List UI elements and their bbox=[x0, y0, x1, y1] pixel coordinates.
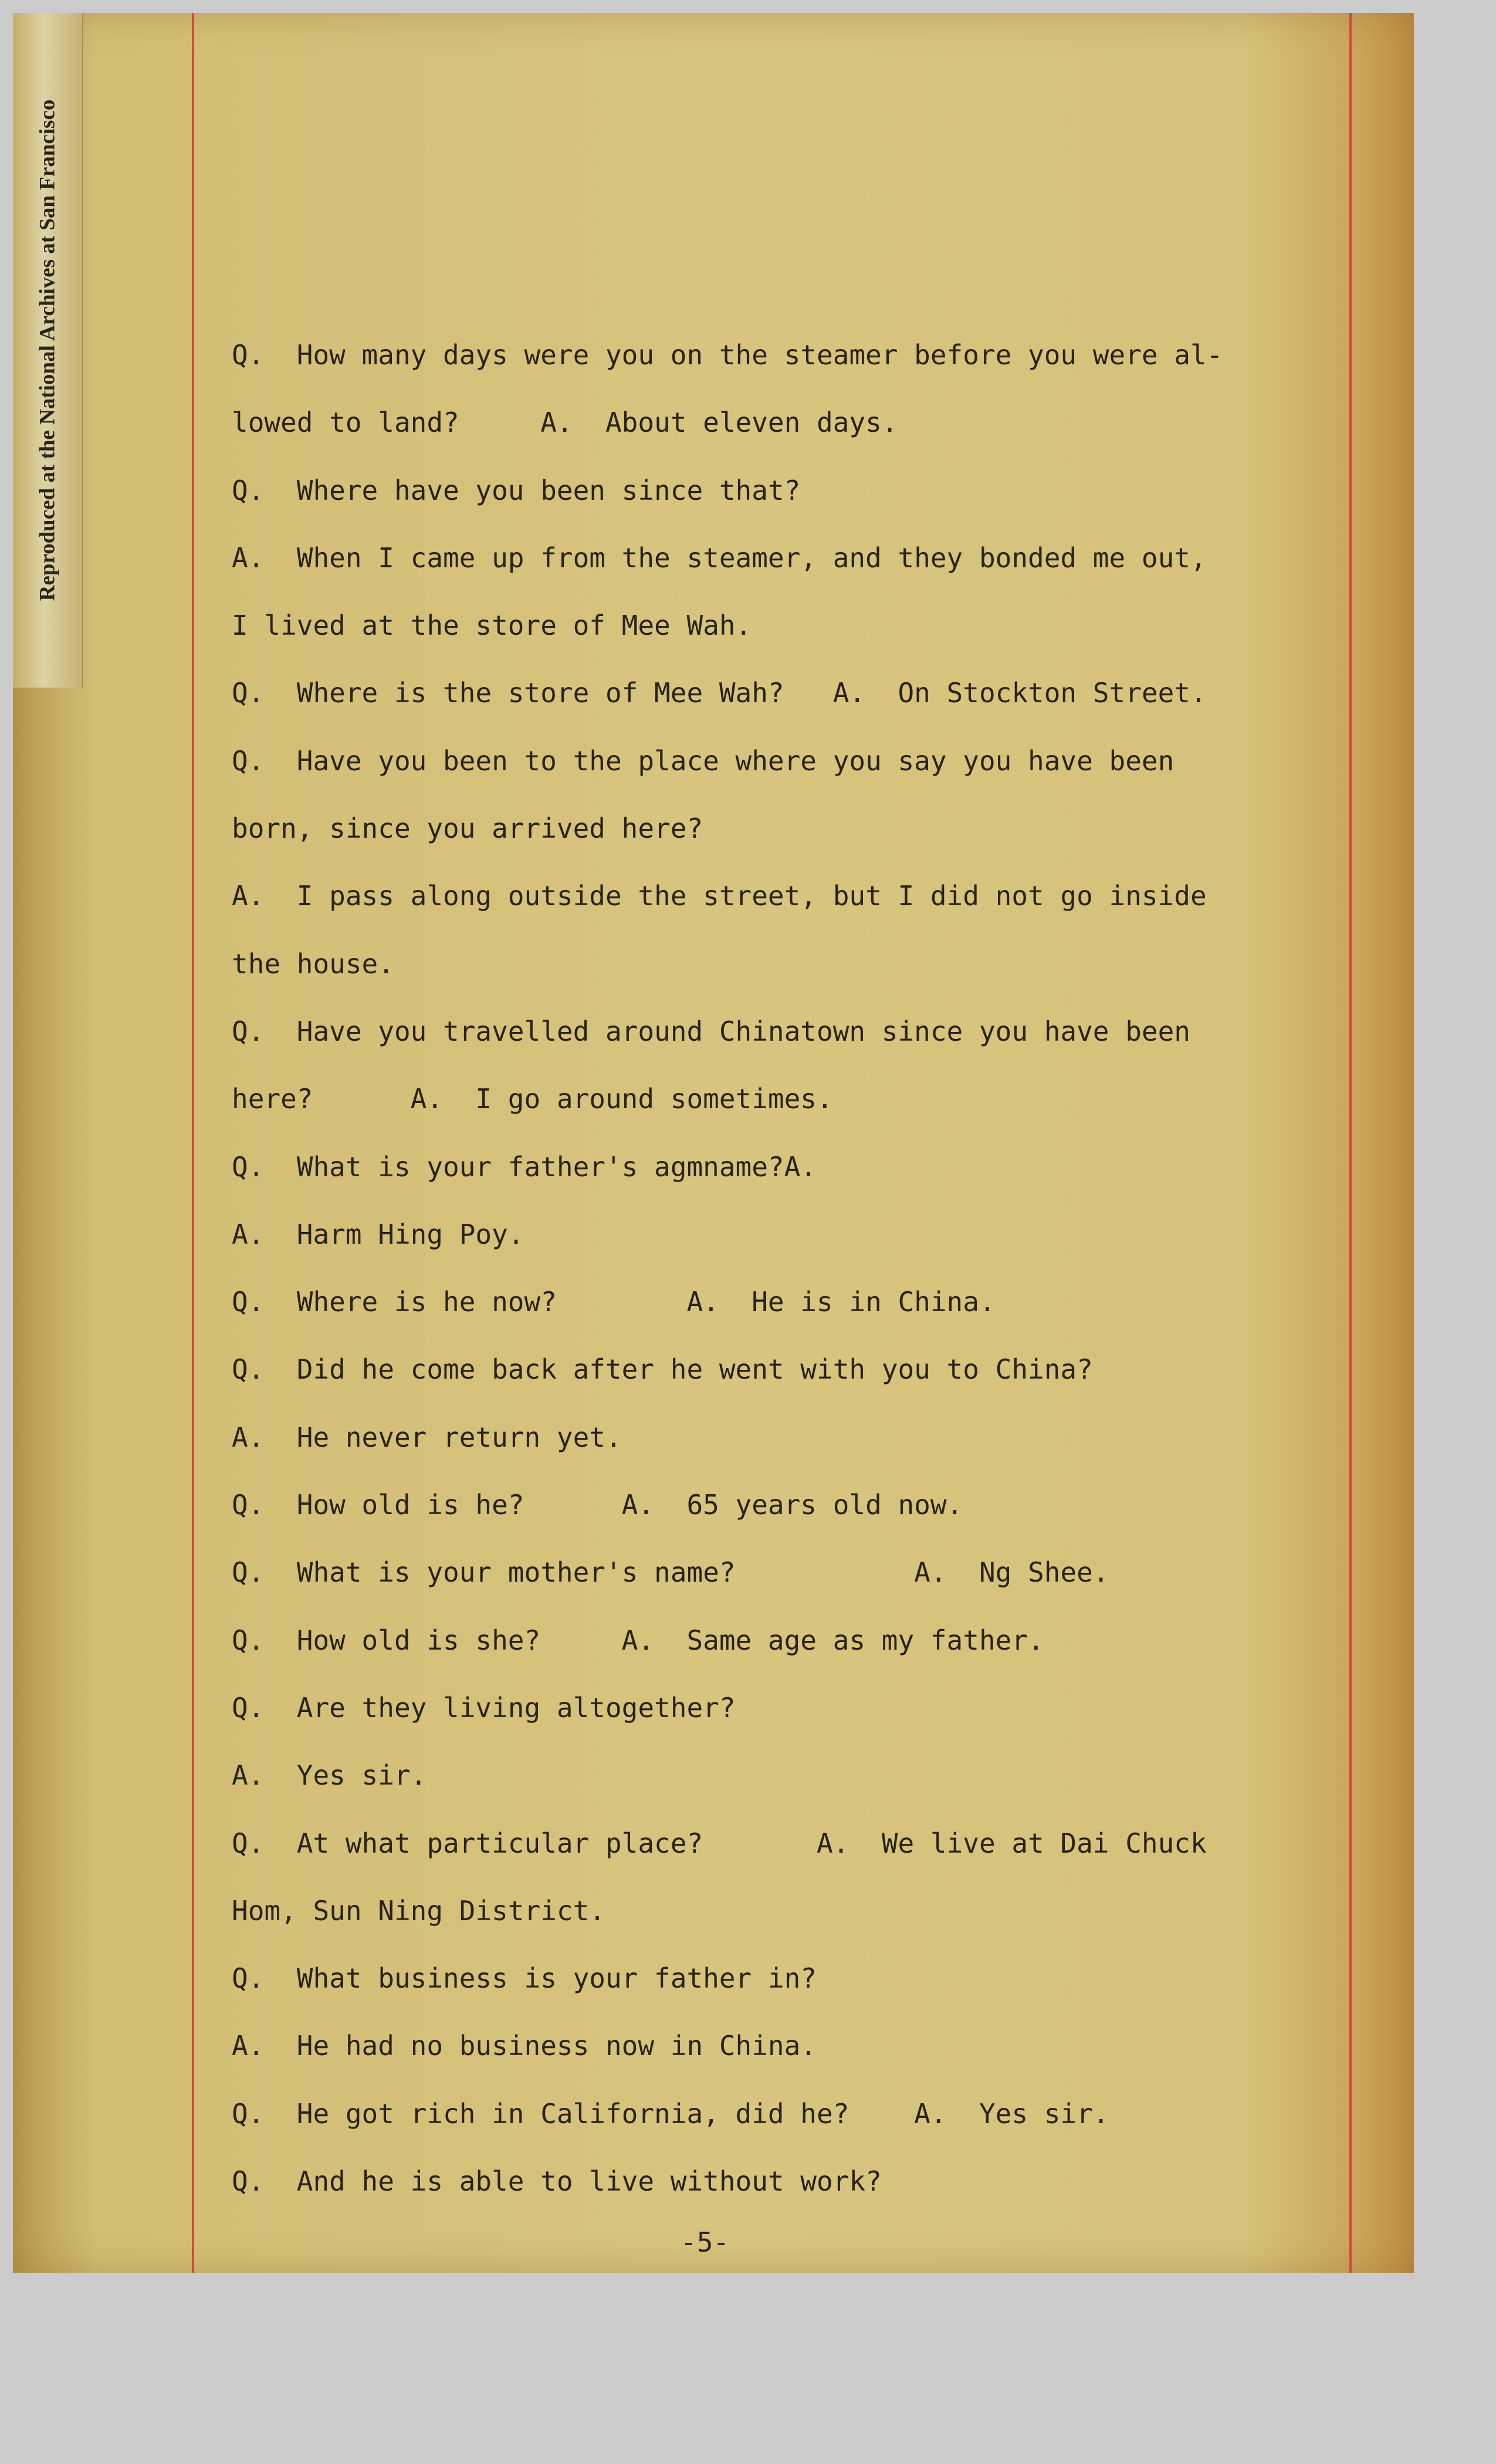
transcript-line: Q. Have you travelled around Chinatown since you have been bbox=[232, 1015, 1190, 1047]
transcript-line: I lived at the store of Mee Wah. bbox=[232, 610, 752, 642]
right-margin-rule bbox=[1349, 13, 1352, 2273]
transcript-line: Q. How old is he? A. 65 years old now. bbox=[232, 1489, 963, 1521]
left-margin-rule bbox=[192, 13, 194, 2273]
transcript-line: A. Harm Hing Poy. bbox=[232, 1218, 524, 1250]
archive-stamp-text: Reproduced at the National Archives at San Francisco bbox=[35, 99, 60, 601]
transcript-line: Q. At what particular place? A. We live at Dai Chuck bbox=[232, 1827, 1207, 1859]
transcript-line: Q. And he is able to live without work? bbox=[232, 2165, 882, 2198]
transcript-line: Q. Where have you been since that? bbox=[232, 474, 801, 506]
page-number: -5- bbox=[681, 2226, 730, 2258]
transcript-line: A. He had no business now in China. bbox=[232, 2030, 817, 2062]
transcript-line: Q. How many days were you on the steamer before you were al- bbox=[232, 339, 1223, 371]
transcript-line: Q. Did he come back after he went with you to China? bbox=[232, 1353, 1093, 1386]
transcript-line: here? A. I go around sometimes. bbox=[232, 1083, 833, 1115]
transcript-line: Q. What is your mother's name? A. Ng Shee. bbox=[232, 1556, 1109, 1589]
transcript-line: born, since you arrived here? bbox=[232, 813, 703, 845]
transcript-line: lowed to land? A. About eleven days. bbox=[232, 407, 898, 439]
transcript-line: Q. Have you been to the place where you say you have been bbox=[232, 744, 1175, 777]
transcript-line: Q. Are they living altogether? bbox=[232, 1691, 736, 1724]
transcript-line: Q. What business is your father in? bbox=[232, 1962, 817, 1995]
transcript-line: Hom, Sun Ning District. bbox=[232, 1894, 605, 1927]
transcript-body bbox=[232, 337, 1323, 2231]
transcript-line: A. He never return yet. bbox=[232, 1421, 622, 1453]
transcript-line: Q. He got rich in California, did he? A. Yes sir. bbox=[232, 2097, 1109, 2130]
archive-stamp-strip bbox=[13, 13, 83, 688]
transcript-line: Q. Where is the store of Mee Wah? A. On Stockton Street. bbox=[232, 677, 1207, 709]
transcript-line: Q. What is your father's agmname?A. bbox=[232, 1150, 817, 1183]
transcript-line: A. I pass along outside the street, but I did not go inside bbox=[232, 880, 1207, 912]
transcript-line: Q. Where is he now? A. He is in China. bbox=[232, 1286, 996, 1318]
transcript-line: A. When I came up from the steamer, and they bonded me out, bbox=[232, 541, 1207, 574]
transcript-line: Q. How old is she? A. Same age as my father. bbox=[232, 1624, 1044, 1656]
transcript-line: the house. bbox=[232, 947, 394, 980]
transcript-line: A. Yes sir. bbox=[232, 1759, 427, 1792]
